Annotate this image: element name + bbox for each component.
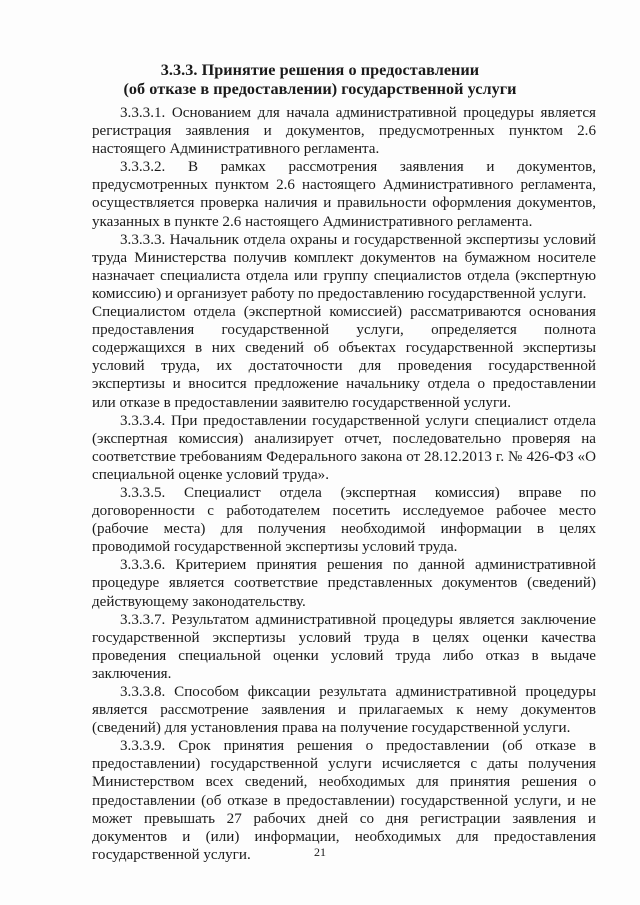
paragraph-3-3-3-4: 3.3.3.4. При предоставлении государственной услуги специалист отдела (экспертная комиссия) анализирует отчет, последовательно проверяя на соответствие требованиям Федерального закона от 28.12.2013 г. № 426-ФЗ «О специальной оценке условий труда».	[92, 412, 596, 483]
paragraph-specialist-review: Специалистом отдела (экспертной комиссией) рассматриваются основания предоставления государственной услуги, определяется полнота содержащихся в них сведений об объектах государственной экспертизы условий труда, их достаточности для проведения государственной экспертизы и вносится предложение начальнику отдела о предоставлении или отказе в предоставлении заявителю государственной услуги.	[92, 304, 596, 411]
section-title-line-2: (об отказе в предоставлении) государственной услуги	[123, 80, 517, 98]
section-title-line-1: 3.3.3. Принятие решения о предоставлении	[160, 61, 480, 79]
paragraph-3-3-3-3: 3.3.3.3. Начальник отдела охраны и государственной экспертизы условий труда Министерства получив комплект документов на бумажном носителе назначает специалиста отдела или группу специалистов отдела (экспертную комиссию) и организует работу по предоставлению государственной услуги.	[92, 231, 596, 302]
paragraph-3-3-3-7: 3.3.3.7. Результатом административной процедуры является заключение государственной экспертизы условий труда в целях оценки качества проведения специальной оценки условий труда либо отказ в выдаче заключения.	[92, 611, 596, 682]
paragraph-3-3-3-2: 3.3.3.2. В рамках рассмотрения заявления и документов, предусмотренных пунктом 2.6 настоящего Административного регламента, осуществляется проверка наличия и правильности оформления документов, указанных в пункте 2.6 настоящего Административного регламента.	[92, 159, 596, 230]
paragraph-3-3-3-6: 3.3.3.6. Критерием принятия решения по данной административной процедуре является соответствие представленных документов (сведений) действующему законодательству.	[92, 557, 596, 610]
paragraph-3-3-3-9: 3.3.3.9. Срок принятия решения о предоставлении (об отказе в предоставлении) государственной услуги исчисляется с даты получения Министерством всех сведений, необходимых для принятия решения о предоставлении (об отказе в предоставлении) государственной услуги, и не может превышать 27 рабочих дней со дня регистрации заявления и документов и (или) информации, необходимых для предоставления государственной услуги.	[92, 738, 596, 863]
page-number: 21	[314, 845, 326, 859]
paragraph-3-3-3-8: 3.3.3.8. Способом фиксации результата административной процедуры является рассмотрение заявления и прилагаемых к нему документов (сведений) для установления права на получение государственной услуги.	[92, 684, 596, 737]
paragraph-3-3-3-1: 3.3.3.1. Основанием для начала административной процедуры является регистрация заявления и документов, предусмотренных пунктом 2.6 настоящего Административного регламента.	[92, 105, 596, 158]
paragraph-3-3-3-5: 3.3.3.5. Специалист отдела (экспертная комиссия) вправе по договоренности с работодателем посетить исследуемое рабочее место (рабочие места) для получения необходимой информации в целях проводимой государственной экспертизы условий труда.	[92, 484, 596, 556]
document-body	[92, 104, 596, 864]
